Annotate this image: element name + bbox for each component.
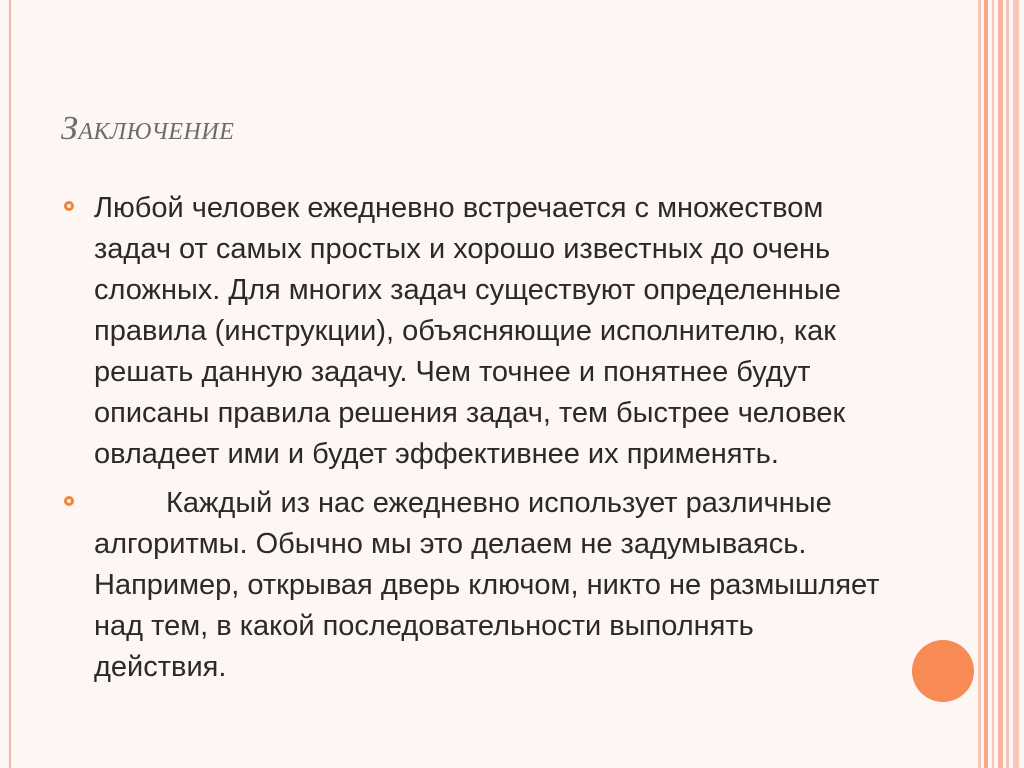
right-decor-stripe (1006, 0, 1009, 768)
right-decor-stripe (984, 0, 988, 768)
bullet-item (64, 483, 884, 688)
ring-bullet-icon (64, 496, 74, 506)
left-border-line (9, 0, 11, 768)
bullet-item (64, 188, 884, 475)
bullet-list (64, 188, 884, 696)
slide-title: Заключение (61, 110, 235, 147)
right-decor-stripe (992, 0, 994, 768)
decorative-circle (912, 640, 974, 702)
right-decor-stripe (978, 0, 981, 768)
bullet-text: Каждый из нас ежедневно использует различные алгоритмы. Обычно мы это делаем не задумываясь. Например, открывая дверь ключом, никто не размышляет над тем, в какой последовательности выполнять действия. (94, 487, 880, 683)
ring-bullet-icon (64, 201, 74, 211)
right-decor-stripe (1013, 0, 1019, 768)
right-decor-stripe (998, 0, 1003, 768)
bullet-text: Любой человек ежедневно встречается с множеством задач от самых простых и хорошо известных до очень сложных. Для многих задач существуют определенные правила (инструкции), объясняющие исполнителю, как решать данную задачу. Чем точнее и понятнее будут описаны правила решения задач, тем быстрее человек овладеет ими и будет эффективнее их применять. (94, 192, 846, 470)
